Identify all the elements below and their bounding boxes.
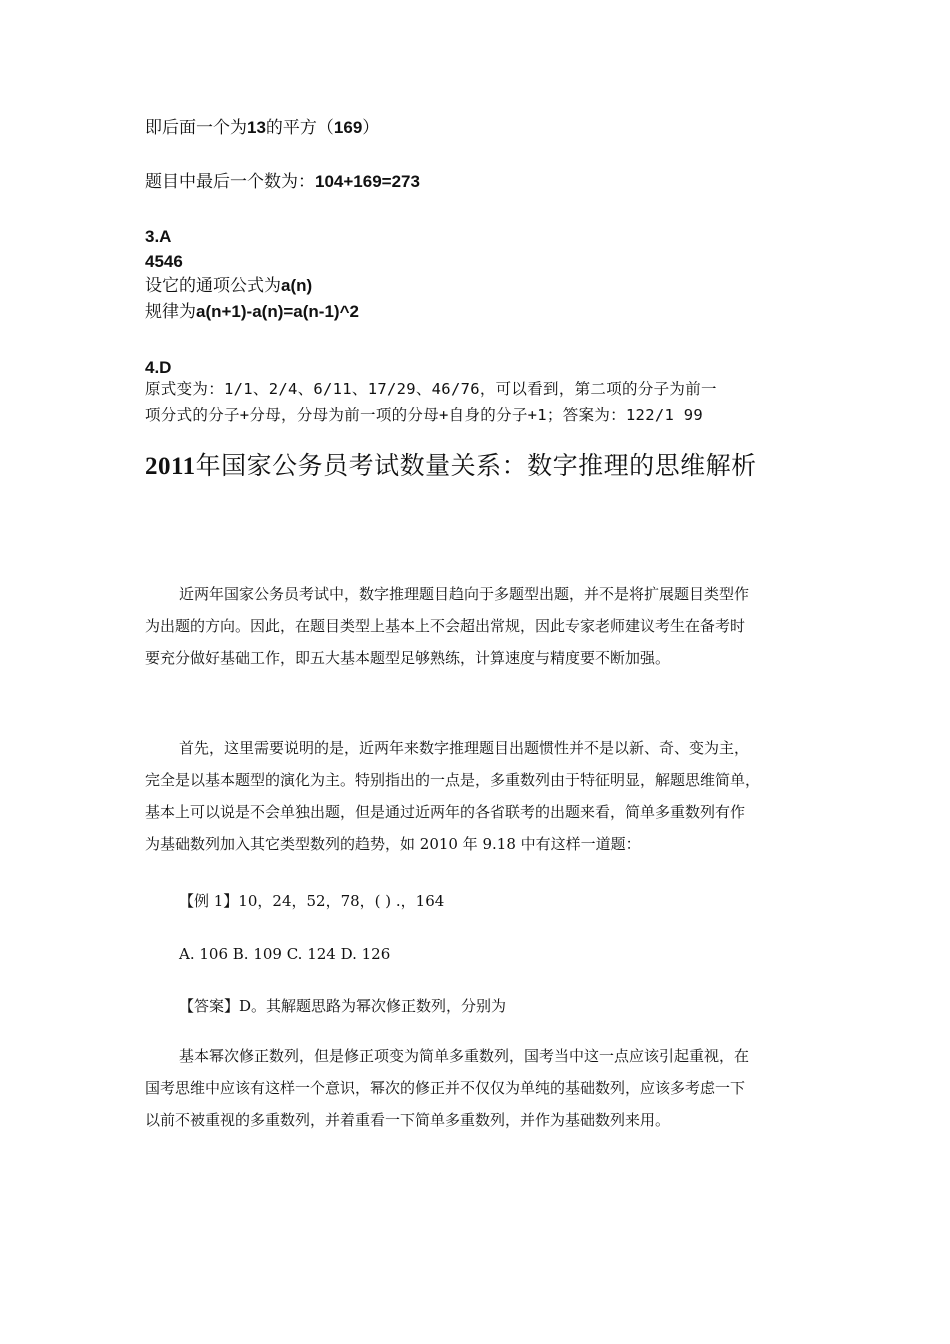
example-question: 【例 1】10，24，52，78，( ) .，164 [179,892,445,910]
number: 169 [333,118,363,137]
q3-formula-line [145,273,825,299]
paragraph-line: 首先，这里需要说明的是，近两年来数字推理题目出题惯性并不是以新、奇、变为主， [179,739,750,757]
paragraph-line: 为出题的方向。因此，在题目类型上基本上不会超出常规，因此专家老师建议考生在备考时 [145,617,746,635]
paragraph-line: 基本上可以说是不会单独出题，但是通过近两年的各省联考的出题来看，简单多重数列有作 [145,803,746,821]
paragraph-line: 完全是以基本题型的演化为主。特别指出的一点是，多重数列由于特征明显，解题思维简单， [145,771,761,789]
paragraph-line: 为基础数列加入其它类型数列的趋势，如 2010 年 9.18 中有这样一道题： [145,835,641,853]
example-answer: 【答案】D。其解题思路为幂次修正数列，分别为 [179,997,507,1015]
paragraph-line: 近两年国家公务员考试中，数字推理题目趋向于多题型出题，并不是将扩展题目类型作 [179,585,750,603]
paragraph-3 [145,1040,807,1136]
q4-label: 4.D [145,358,172,377]
text: 题目中最后一个数为： [145,172,315,192]
q3-value: 4546 [145,252,183,271]
paragraph-line: 以前不被重视的多重数列，并着重看一下简单多重数列，并作为基础数列来用。 [145,1111,671,1129]
example-options: A. 106 B. 109 C. 124 D. 126 [179,945,391,963]
article-title [145,450,825,484]
expression: a(n+1)-a(n)=a(n-1)^2 [196,302,359,321]
text: 即后面一个为 [145,118,247,138]
paragraph-2 [145,732,807,860]
text: 的平方（ [265,118,334,138]
q4-line-2: 项分式的分子+分母，分母为前一项的分母+自身的分子+1；答案为：122/1 99 [145,406,703,424]
answer-line-1 [145,115,825,141]
paragraph-line: 要充分做好基础工作，即五大基本题型足够熟练，计算速度与精度要不断加强。 [145,649,671,667]
paragraph-line: 国考思维中应该有这样一个意识，幂次的修正并不仅仅为单纯的基础数列，应该多考虑一下 [145,1079,746,1097]
text: 设它的通项公式为 [145,276,281,296]
title-year: 2011 [145,453,196,480]
expression: 104+169=273 [315,172,420,191]
q4-line-1: 原式变为：1/1、2/4、6/11、17/29、46/76，可以看到，第二项的分子为前一 [145,380,717,398]
q3-rule-line [145,299,825,325]
number: 13 [247,118,266,137]
paragraph-1 [145,578,807,674]
paragraph-line: 基本幂次修正数列，但是修正项变为简单多重数列，国考当中这一点应该引起重视，在 [179,1047,750,1065]
title-text: 年国家公务员考试数量关系：数字推理的思维解析 [195,453,757,480]
expression: a(n) [281,276,313,295]
text: 规律为 [145,302,196,322]
text: ） [362,118,380,138]
q3-label: 3.A [145,227,172,246]
answer-line-2 [145,169,825,195]
